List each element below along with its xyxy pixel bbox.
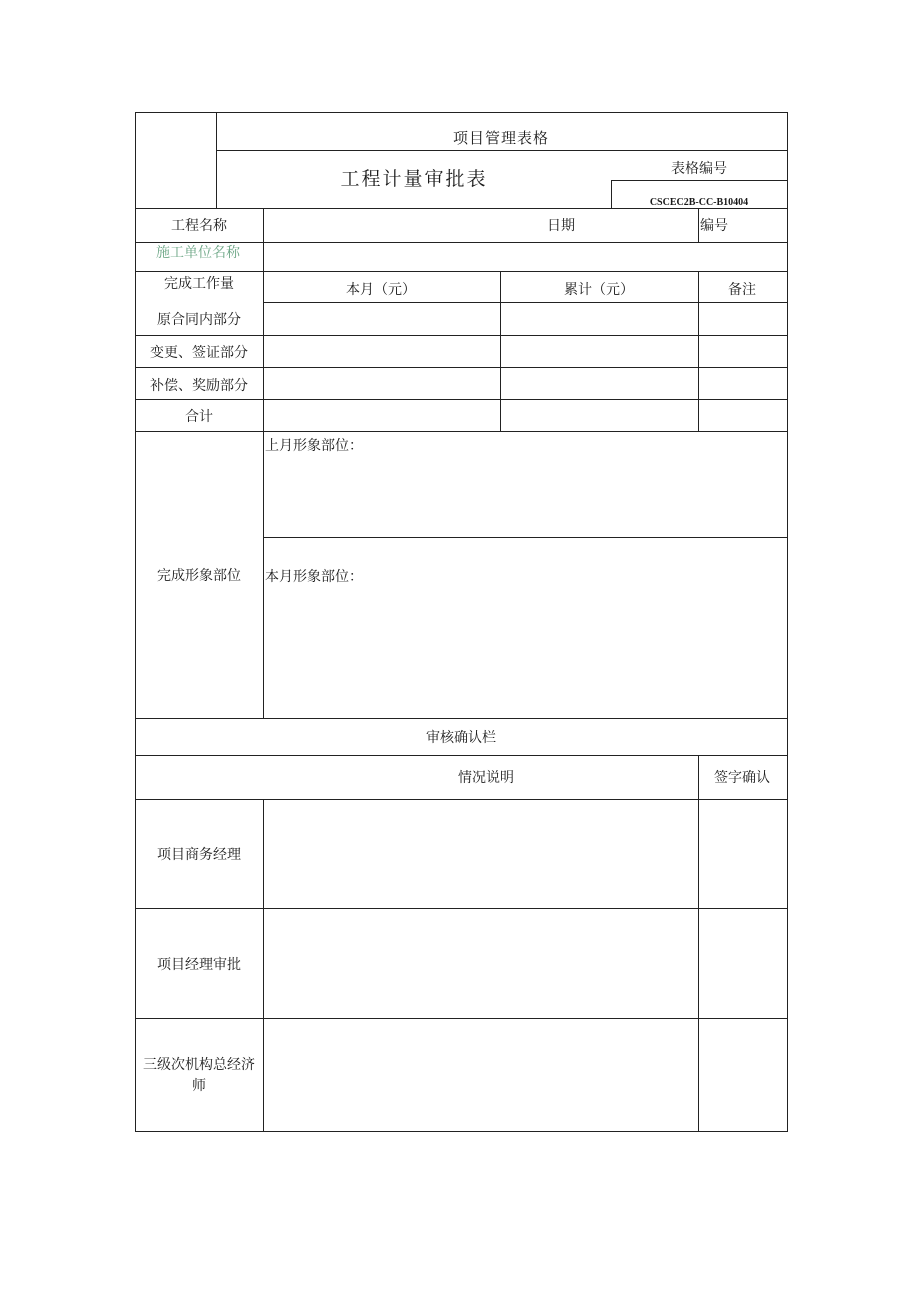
compensation-cumulative-cell[interactable] [502,369,697,398]
total-cumulative-cell[interactable] [502,401,697,430]
last-month-progress-field[interactable] [265,457,786,536]
business-manager-description-cell[interactable] [265,801,697,907]
change-visa-remarks-cell[interactable] [700,337,786,366]
form-title: 工程计量审批表 [340,168,488,190]
rule [263,799,264,1131]
original-contract-cumulative-cell[interactable] [502,304,697,334]
business-manager-signature-cell[interactable] [700,801,786,907]
role-project-manager: 项目经理审批 [157,957,241,973]
date-field[interactable] [590,210,696,241]
date-label: 日期 [547,218,575,234]
row-label-compensation-reward: 补偿、奖励部分 [150,378,248,394]
rule [698,755,699,1131]
column-header-cumulative: 累计（元） [564,282,634,298]
contractor-label: 施工单位名称 [156,245,240,261]
project-name-label: 工程名称 [171,218,227,234]
row-label-original-contract: 原合同内部分 [157,312,241,328]
role-chief-economist-line1: 三级次机构总经济 [143,1057,255,1073]
workload-section-label: 完成工作量 [164,276,234,292]
form-category: 项目管理表格 [452,129,550,147]
rule [263,302,788,303]
original-contract-this-month-cell[interactable] [265,304,499,334]
column-header-this-month: 本月（元） [346,282,416,298]
rule [698,271,699,431]
form-number-value: CSCEC2B-CC-B10404 [649,197,749,208]
form-number-label: 表格编号 [671,161,727,177]
progress-section-label: 完成形象部位 [157,568,241,584]
this-month-progress-label: 本月形象部位： [265,569,363,585]
rule [216,150,788,151]
project-manager-description-cell[interactable] [265,910,697,1017]
number-field[interactable] [735,210,786,241]
contractor-field[interactable] [265,244,786,270]
rule [135,399,788,400]
role-chief-economist-line2: 师 [192,1078,206,1094]
role-business-manager: 项目商务经理 [157,847,241,863]
rule [135,431,788,432]
signature-column-header: 签字确认 [714,770,770,786]
column-header-remarks: 备注 [728,282,756,298]
rule [698,208,699,242]
rule [135,242,788,243]
chief-economist-description-cell[interactable] [265,1020,697,1130]
description-column-header: 情况说明 [458,770,514,786]
rule [135,335,788,336]
rule [611,180,788,181]
rule [135,799,788,800]
rule [135,1131,788,1132]
original-contract-remarks-cell[interactable] [700,304,786,334]
total-remarks-cell[interactable] [700,401,786,430]
rule [135,112,136,1132]
total-this-month-cell[interactable] [265,401,499,430]
compensation-this-month-cell[interactable] [265,369,499,398]
rule [135,367,788,368]
project-manager-signature-cell[interactable] [700,910,786,1017]
rule [135,271,788,272]
project-name-field[interactable] [265,210,530,241]
review-section-label: 审核确认栏 [426,730,496,746]
row-label-change-visa: 变更、签证部分 [150,345,248,361]
change-visa-this-month-cell[interactable] [265,337,499,366]
rule [263,537,788,538]
rule [135,908,788,909]
last-month-progress-label: 上月形象部位： [265,438,363,454]
rule [500,271,501,431]
rule [263,208,264,718]
rule [216,112,217,208]
compensation-remarks-cell[interactable] [700,369,786,398]
rule [135,1018,788,1019]
this-month-progress-field[interactable] [265,588,786,717]
chief-economist-signature-cell[interactable] [700,1020,786,1130]
change-visa-cumulative-cell[interactable] [502,337,697,366]
rule [135,112,788,113]
rule [135,718,788,719]
row-label-total: 合计 [185,409,213,425]
rule [135,755,788,756]
rule [611,180,612,208]
number-label: 编号 [700,218,728,234]
rule [787,112,788,1132]
